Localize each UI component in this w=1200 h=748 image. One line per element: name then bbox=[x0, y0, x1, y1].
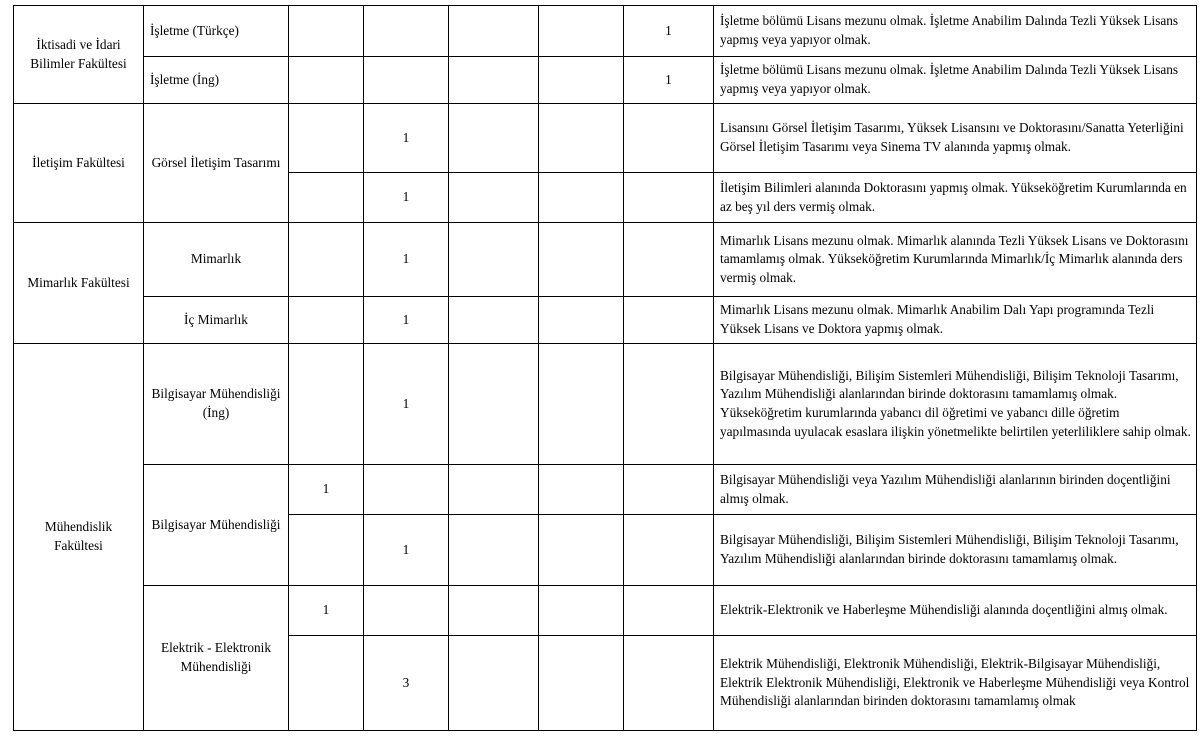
count-cell bbox=[539, 104, 624, 173]
count-cell bbox=[289, 173, 364, 223]
count-cell bbox=[624, 515, 714, 586]
count-cell: 3 bbox=[364, 636, 449, 731]
count-cell bbox=[539, 297, 624, 344]
faculty-cell: İktisadi ve İdari Bilimler Fakültesi bbox=[14, 6, 144, 104]
requirement-cell: İşletme bölümü Lisans mezunu olmak. İşletme Anabilim Dalında Tezli Yüksek Lisans yapmış veya yapıyor olmak. bbox=[714, 6, 1197, 57]
requirement-cell: Elektrik-Elektronik ve Haberleşme Mühendisliği alanında doçentliğini almış olmak. bbox=[714, 586, 1197, 636]
faculty-cell: Mimarlık Fakültesi bbox=[14, 223, 144, 344]
faculty-cell: İletişim Fakültesi bbox=[14, 104, 144, 223]
table-row bbox=[14, 104, 1197, 173]
count-cell bbox=[539, 223, 624, 297]
table-row bbox=[14, 344, 1197, 465]
requirement-cell: Bilgisayar Mühendisliği, Bilişim Sistemleri Mühendisliği, Bilişim Teknoloji Tasarımı, Yazılım Mühendisliği alanlarından birinde doktorasını tamamlamış olmak. Yükseköğretim kurumlarında yabancı dil öğretimi ve yabancı dille öğretim yapılmasında uyulacak esaslara ilişkin yönetmelikte belirtilen yeterliliklere sahip olmak. bbox=[714, 344, 1197, 465]
count-cell: 1 bbox=[289, 465, 364, 515]
count-cell: 1 bbox=[364, 104, 449, 173]
requirement-cell: Lisansını Görsel İletişim Tasarımı, Yüksek Lisansını ve Doktorasını/Sanatta Yeterliğini Görsel İletişim Tasarımı veya Sinema TV alanında yapmış olmak. bbox=[714, 104, 1197, 173]
count-cell bbox=[539, 636, 624, 731]
count-cell bbox=[624, 636, 714, 731]
count-cell bbox=[289, 6, 364, 57]
count-cell: 1 bbox=[364, 515, 449, 586]
count-cell: 1 bbox=[289, 586, 364, 636]
count-cell bbox=[449, 586, 539, 636]
requirement-cell: İletişim Bilimleri alanında Doktorasını yapmış olmak. Yükseköğretim Kurumlarında en az beş yıl ders vermiş olmak. bbox=[714, 173, 1197, 223]
requirement-cell: Bilgisayar Mühendisliği veya Yazılım Mühendisliği alanlarının birinden doçentliğini almış olmak. bbox=[714, 465, 1197, 515]
table-row bbox=[14, 297, 1197, 344]
count-cell bbox=[624, 297, 714, 344]
count-cell bbox=[289, 57, 364, 104]
count-cell bbox=[539, 515, 624, 586]
table-row bbox=[14, 465, 1197, 515]
program-cell: Bilgisayar Mühendisliği (İng) bbox=[144, 344, 289, 465]
count-cell bbox=[289, 297, 364, 344]
count-cell bbox=[539, 57, 624, 104]
requirement-cell: Mimarlık Lisans mezunu olmak. Mimarlık Anabilim Dalı Yapı programında Tezli Yüksek Lisans ve Doktora yapmış olmak. bbox=[714, 297, 1197, 344]
faculty-cell: Mühendislik Fakültesi bbox=[14, 344, 144, 731]
count-cell: 1 bbox=[624, 57, 714, 104]
requirement-cell: Bilgisayar Mühendisliği, Bilişim Sistemleri Mühendisliği, Bilişim Teknoloji Tasarımı, Yazılım Mühendisliği alanlarından birinde doktorasını tamamlamış olmak. bbox=[714, 515, 1197, 586]
program-cell: Elektrik - Elektronik Mühendisliği bbox=[144, 586, 289, 731]
count-cell bbox=[539, 465, 624, 515]
count-cell bbox=[449, 344, 539, 465]
table-row bbox=[14, 586, 1197, 636]
table-row bbox=[14, 57, 1197, 104]
count-cell bbox=[624, 465, 714, 515]
count-cell bbox=[289, 636, 364, 731]
count-cell bbox=[289, 515, 364, 586]
count-cell bbox=[449, 465, 539, 515]
count-cell: 1 bbox=[624, 6, 714, 57]
count-cell: 1 bbox=[364, 223, 449, 297]
count-cell bbox=[449, 57, 539, 104]
count-cell bbox=[449, 6, 539, 57]
count-cell: 1 bbox=[364, 344, 449, 465]
count-cell bbox=[449, 636, 539, 731]
requirement-cell: Elektrik Mühendisliği, Elektronik Mühendisliği, Elektrik-Bilgisayar Mühendisliği, Elektrik Elektronik Mühendisliği, Elektronik ve Haberleşme Mühendisliği veya Kontrol Mühendisliği alanlarından birinden doktorasını tamamlamış olmak bbox=[714, 636, 1197, 731]
table-row bbox=[14, 6, 1197, 57]
table-row bbox=[14, 223, 1197, 297]
count-cell bbox=[364, 57, 449, 104]
position-requirements-table bbox=[13, 5, 1197, 731]
count-cell bbox=[539, 6, 624, 57]
count-cell bbox=[364, 465, 449, 515]
count-cell bbox=[289, 344, 364, 465]
count-cell bbox=[624, 223, 714, 297]
count-cell bbox=[624, 586, 714, 636]
program-cell: İç Mimarlık bbox=[144, 297, 289, 344]
program-cell: İşletme (Türkçe) bbox=[144, 6, 289, 57]
count-cell bbox=[624, 104, 714, 173]
count-cell bbox=[539, 586, 624, 636]
count-cell bbox=[449, 104, 539, 173]
count-cell bbox=[364, 586, 449, 636]
count-cell: 1 bbox=[364, 173, 449, 223]
count-cell bbox=[289, 223, 364, 297]
count-cell bbox=[624, 173, 714, 223]
count-cell bbox=[449, 173, 539, 223]
count-cell bbox=[624, 344, 714, 465]
requirement-cell: Mimarlık Lisans mezunu olmak. Mimarlık alanında Tezli Yüksek Lisans ve Doktorasını tamamlamış olmak. Yükseköğretim Kurumlarında Mimarlık/İç Mimarlık alanında ders vermiş olmak. bbox=[714, 223, 1197, 297]
program-cell: Görsel İletişim Tasarımı bbox=[144, 104, 289, 223]
count-cell bbox=[364, 6, 449, 57]
count-cell bbox=[289, 104, 364, 173]
program-cell: Bilgisayar Mühendisliği bbox=[144, 465, 289, 586]
count-cell bbox=[449, 297, 539, 344]
program-cell: İşletme (İng) bbox=[144, 57, 289, 104]
program-cell: Mimarlık bbox=[144, 223, 289, 297]
count-cell bbox=[449, 515, 539, 586]
count-cell bbox=[449, 223, 539, 297]
count-cell bbox=[539, 173, 624, 223]
count-cell: 1 bbox=[364, 297, 449, 344]
requirement-cell: İşletme bölümü Lisans mezunu olmak. İşletme Anabilim Dalında Tezli Yüksek Lisans yapmış veya yapıyor olmak. bbox=[714, 57, 1197, 104]
count-cell bbox=[539, 344, 624, 465]
